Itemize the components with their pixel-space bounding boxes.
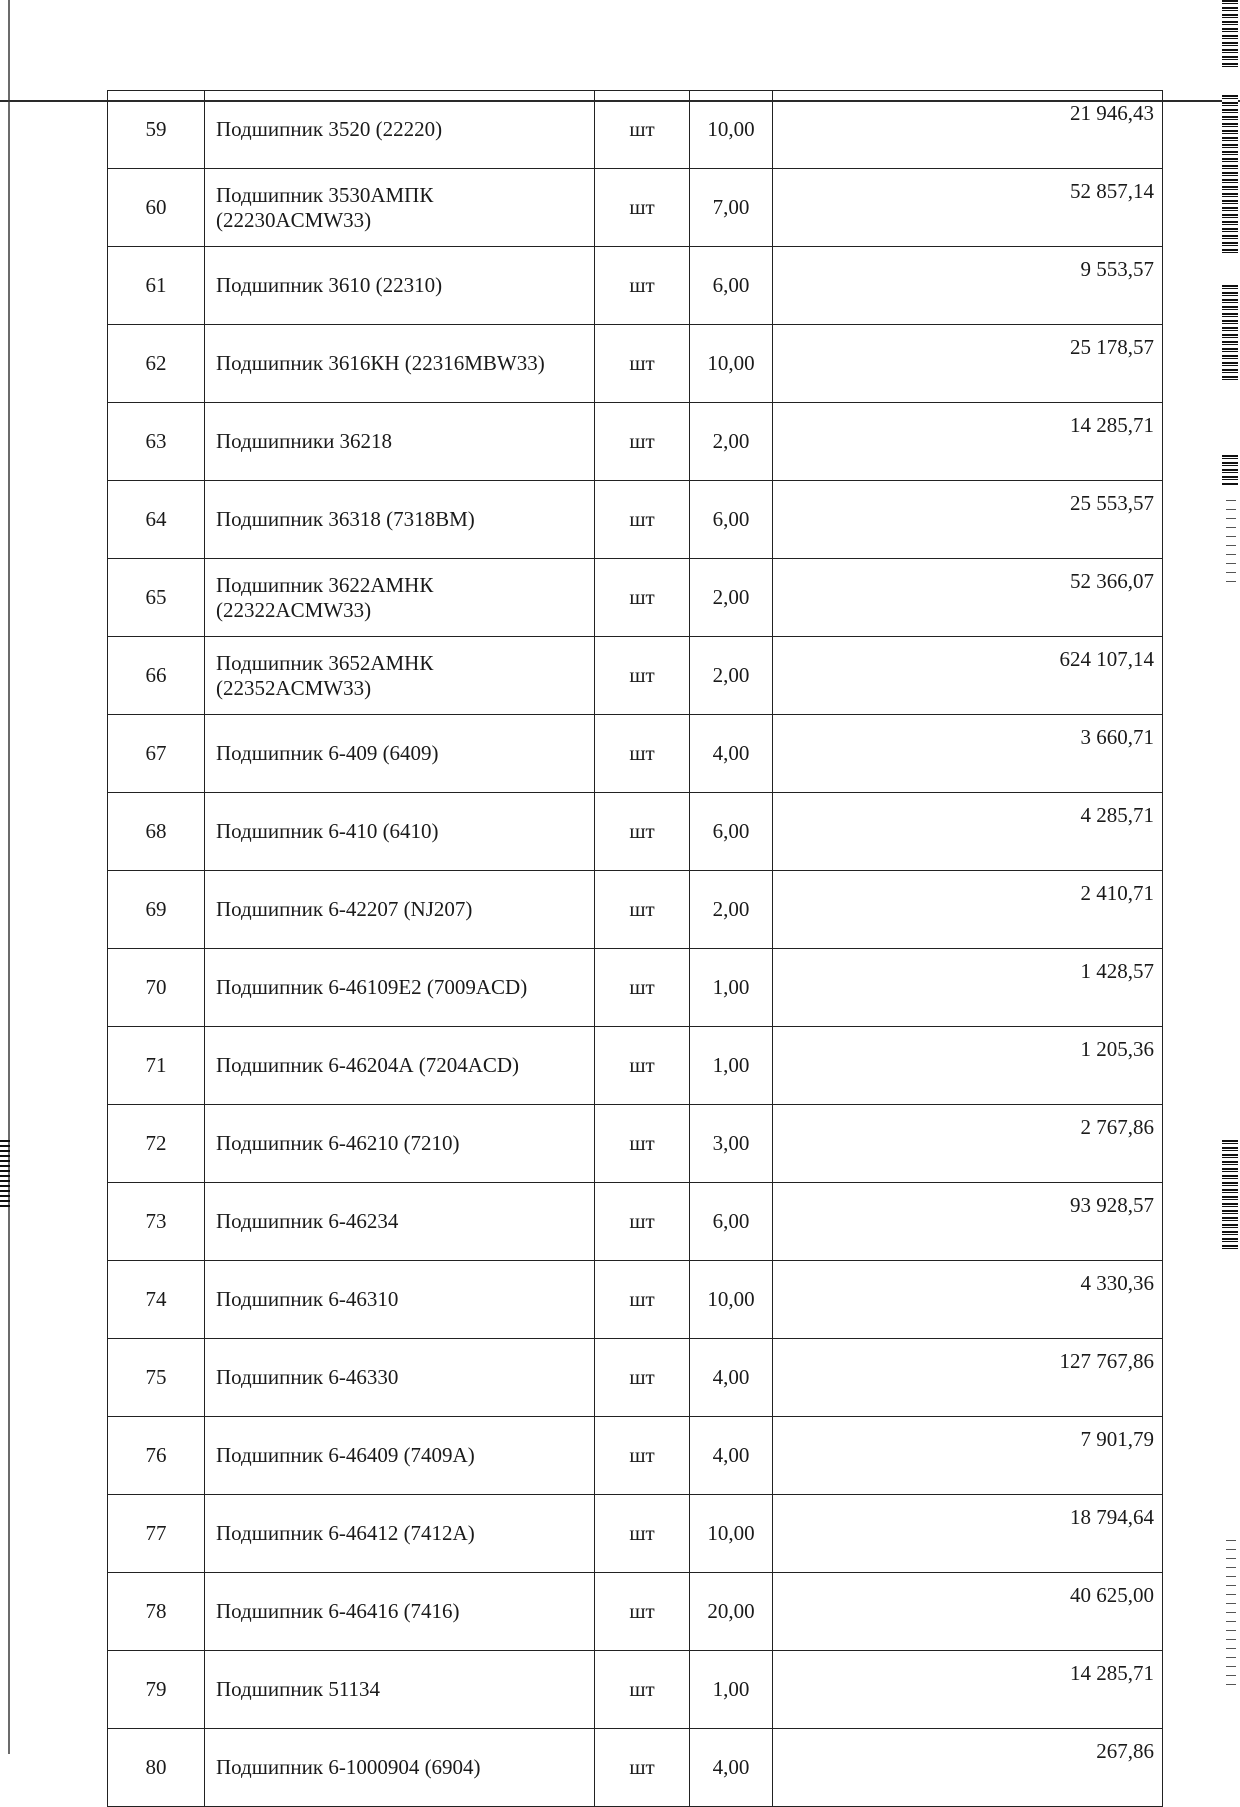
- quantity: 4,00: [690, 1729, 773, 1807]
- items-table: [107, 90, 1163, 1807]
- amount: 1 205,36: [773, 1027, 1163, 1105]
- amount: 93 928,57: [773, 1183, 1163, 1261]
- amount: 14 285,71: [773, 1651, 1163, 1729]
- item-name: Подшипник 6-46109Е2 (7009ACD): [205, 949, 595, 1027]
- amount: 14 285,71: [773, 403, 1163, 481]
- table-row: [108, 1729, 1163, 1807]
- unit: шт: [595, 403, 690, 481]
- amount: 25 178,57: [773, 325, 1163, 403]
- quantity: 6,00: [690, 247, 773, 325]
- unit: шт: [595, 325, 690, 403]
- item-name: Подшипник 3652АМНК (22352ACMW33): [205, 637, 595, 715]
- amount: 4 330,36: [773, 1261, 1163, 1339]
- item-name: Подшипник 6-46210 (7210): [205, 1105, 595, 1183]
- margin-ticks: [1226, 500, 1236, 590]
- amount: 2 767,86: [773, 1105, 1163, 1183]
- table-row: [108, 91, 1163, 169]
- row-number: 73: [108, 1183, 205, 1261]
- row-number: 60: [108, 169, 205, 247]
- item-name: Подшипник 6-46310: [205, 1261, 595, 1339]
- quantity: 4,00: [690, 1417, 773, 1495]
- quantity: 1,00: [690, 949, 773, 1027]
- amount: 624 107,14: [773, 637, 1163, 715]
- item-name: Подшипник 6-46330: [205, 1339, 595, 1417]
- unit: шт: [595, 559, 690, 637]
- amount: 52 366,07: [773, 559, 1163, 637]
- table-row: [108, 1183, 1163, 1261]
- row-number: 76: [108, 1417, 205, 1495]
- table-row: [108, 1339, 1163, 1417]
- quantity: 2,00: [690, 403, 773, 481]
- unit: шт: [595, 1261, 690, 1339]
- item-name: Подшипник 3616КН (22316MBW33): [205, 325, 595, 403]
- margin-ticks: [1226, 1540, 1236, 1690]
- quantity: 1,00: [690, 1651, 773, 1729]
- unit: шт: [595, 793, 690, 871]
- table-row: [108, 637, 1163, 715]
- quantity: 2,00: [690, 559, 773, 637]
- row-number: 71: [108, 1027, 205, 1105]
- unit: шт: [595, 715, 690, 793]
- quantity: 20,00: [690, 1573, 773, 1651]
- table-row: [108, 871, 1163, 949]
- item-name: Подшипник 6-410 (6410): [205, 793, 595, 871]
- table-row: [108, 1495, 1163, 1573]
- table-row: [108, 1573, 1163, 1651]
- barcode-strip: [1222, 285, 1238, 380]
- item-name: Подшипник 6-46412 (7412А): [205, 1495, 595, 1573]
- row-number: 70: [108, 949, 205, 1027]
- quantity: 6,00: [690, 1183, 773, 1261]
- unit: шт: [595, 1573, 690, 1651]
- amount: 9 553,57: [773, 247, 1163, 325]
- row-number: 64: [108, 481, 205, 559]
- table-row: [108, 325, 1163, 403]
- item-name: Подшипник 51134: [205, 1651, 595, 1729]
- row-number: 77: [108, 1495, 205, 1573]
- row-number: 74: [108, 1261, 205, 1339]
- row-number: 62: [108, 325, 205, 403]
- row-number: 68: [108, 793, 205, 871]
- unit: шт: [595, 637, 690, 715]
- amount: 267,86: [773, 1729, 1163, 1807]
- barcode-strip: [1222, 1140, 1238, 1250]
- table-row: [108, 949, 1163, 1027]
- unit: шт: [595, 1339, 690, 1417]
- item-name: Подшипник 3520 (22220): [205, 91, 595, 169]
- quantity: 4,00: [690, 1339, 773, 1417]
- table-row: [108, 1105, 1163, 1183]
- quantity: 7,00: [690, 169, 773, 247]
- item-name: Подшипник 3530АМПК (22230ACMW33): [205, 169, 595, 247]
- row-number: 75: [108, 1339, 205, 1417]
- item-name: Подшипник 36318 (7318BM): [205, 481, 595, 559]
- quantity: 3,00: [690, 1105, 773, 1183]
- unit: шт: [595, 481, 690, 559]
- amount: 52 857,14: [773, 169, 1163, 247]
- unit: шт: [595, 1495, 690, 1573]
- table-row: [108, 247, 1163, 325]
- amount: 127 767,86: [773, 1339, 1163, 1417]
- amount: 21 946,43: [773, 91, 1163, 169]
- left-scan-marks: [0, 1140, 10, 1210]
- quantity: 10,00: [690, 1261, 773, 1339]
- table-row: [108, 169, 1163, 247]
- row-number: 59: [108, 91, 205, 169]
- amount: 4 285,71: [773, 793, 1163, 871]
- barcode-strip: [1222, 455, 1238, 485]
- unit: шт: [595, 247, 690, 325]
- item-name: Подшипник 6-46234: [205, 1183, 595, 1261]
- unit: шт: [595, 1417, 690, 1495]
- amount: 18 794,64: [773, 1495, 1163, 1573]
- quantity: 4,00: [690, 715, 773, 793]
- item-name: Подшипник 6-409 (6409): [205, 715, 595, 793]
- item-name: Подшипник 6-46416 (7416): [205, 1573, 595, 1651]
- barcode-strip: [1222, 0, 1238, 70]
- table-row: [108, 1651, 1163, 1729]
- table-row: [108, 1417, 1163, 1495]
- table-row: [108, 1261, 1163, 1339]
- row-number: 65: [108, 559, 205, 637]
- unit: шт: [595, 949, 690, 1027]
- unit: шт: [595, 1027, 690, 1105]
- table-row: [108, 403, 1163, 481]
- table-row: [108, 715, 1163, 793]
- item-name: Подшипник 3610 (22310): [205, 247, 595, 325]
- unit: шт: [595, 1651, 690, 1729]
- quantity: 6,00: [690, 481, 773, 559]
- row-number: 63: [108, 403, 205, 481]
- row-number: 80: [108, 1729, 205, 1807]
- item-name: Подшипник 6-1000904 (6904): [205, 1729, 595, 1807]
- barcode-strip: [1222, 95, 1238, 255]
- unit: шт: [595, 169, 690, 247]
- table-row: [108, 1027, 1163, 1105]
- quantity: 10,00: [690, 91, 773, 169]
- table-row: [108, 481, 1163, 559]
- unit: шт: [595, 91, 690, 169]
- item-name: Подшипник 6-42207 (NJ207): [205, 871, 595, 949]
- row-number: 78: [108, 1573, 205, 1651]
- unit: шт: [595, 1729, 690, 1807]
- row-number: 72: [108, 1105, 205, 1183]
- amount: 3 660,71: [773, 715, 1163, 793]
- quantity: 2,00: [690, 637, 773, 715]
- row-number: 79: [108, 1651, 205, 1729]
- item-name: Подшипник 6-46204А (7204ACD): [205, 1027, 595, 1105]
- left-scan-edge: [8, 0, 10, 1754]
- item-name: Подшипники 36218: [205, 403, 595, 481]
- amount: 40 625,00: [773, 1573, 1163, 1651]
- row-number: 61: [108, 247, 205, 325]
- row-number: 69: [108, 871, 205, 949]
- unit: шт: [595, 1183, 690, 1261]
- amount: 1 428,57: [773, 949, 1163, 1027]
- amount: 25 553,57: [773, 481, 1163, 559]
- row-number: 66: [108, 637, 205, 715]
- quantity: 10,00: [690, 325, 773, 403]
- item-name: Подшипник 6-46409 (7409А): [205, 1417, 595, 1495]
- unit: шт: [595, 1105, 690, 1183]
- quantity: 10,00: [690, 1495, 773, 1573]
- quantity: 1,00: [690, 1027, 773, 1105]
- quantity: 6,00: [690, 793, 773, 871]
- row-number: 67: [108, 715, 205, 793]
- item-name: Подшипник 3622АМНК (22322ACMW33): [205, 559, 595, 637]
- quantity: 2,00: [690, 871, 773, 949]
- table-row: [108, 559, 1163, 637]
- amount: 2 410,71: [773, 871, 1163, 949]
- amount: 7 901,79: [773, 1417, 1163, 1495]
- unit: шт: [595, 871, 690, 949]
- table-row: [108, 793, 1163, 871]
